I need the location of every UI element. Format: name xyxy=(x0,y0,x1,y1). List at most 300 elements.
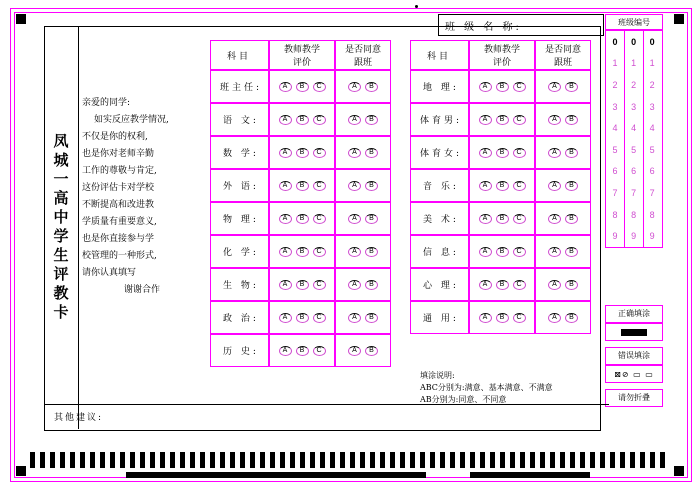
table-row xyxy=(210,103,391,136)
timing-tick xyxy=(550,452,555,468)
timing-tick xyxy=(100,452,105,468)
other-suggestions-label: 其他建议: xyxy=(54,413,104,423)
table-row xyxy=(210,202,391,235)
bubble-right-2-follow-A[interactable]: A xyxy=(548,148,561,158)
class-number-bubble-1-5[interactable]: 5 xyxy=(631,144,637,155)
class-number-label: 班级编号 xyxy=(605,14,663,30)
class-number-bubble-1-9[interactable]: 9 xyxy=(631,231,637,242)
subject-label-left-1: 语 文: xyxy=(210,103,269,136)
bubble-left-4-eval-B[interactable]: B xyxy=(296,214,309,224)
bubble-left-1-follow-A[interactable]: A xyxy=(348,115,361,125)
bubble-left-3-eval-A[interactable]: A xyxy=(279,181,292,191)
bubble-left-7-eval-B[interactable]: B xyxy=(296,313,309,323)
other-suggestions-row[interactable] xyxy=(44,404,609,435)
timing-tick xyxy=(430,452,435,468)
bubble-left-6-follow-B[interactable]: B xyxy=(365,280,378,290)
bubble-left-0-follow-A[interactable]: A xyxy=(348,82,361,92)
bubble-left-8-eval-C[interactable]: C xyxy=(313,346,326,356)
table-row-empty xyxy=(410,334,591,367)
class-number-bubble-2-2[interactable]: 2 xyxy=(649,79,655,90)
registration-mark-tr xyxy=(674,14,684,24)
filled-bubble-icon xyxy=(621,329,647,336)
wrong-marks-icon: ⊠⊘ ▭ ▭ xyxy=(614,369,654,379)
bubble-left-3-eval-C[interactable]: C xyxy=(313,181,326,191)
header-agree-follow: 是否同意 跟班 xyxy=(535,40,591,70)
table-row xyxy=(410,301,591,334)
no-fold-label: 请勿折叠 xyxy=(605,389,663,407)
table-row xyxy=(410,169,591,202)
subject-label-left-8: 历 史: xyxy=(210,334,269,367)
timing-tick xyxy=(520,452,525,468)
table-row xyxy=(410,268,591,301)
bubble-right-4-follow-A[interactable]: A xyxy=(548,214,561,224)
bubble-left-2-follow-B[interactable]: B xyxy=(365,148,378,158)
bubble-right-1-eval-A[interactable]: A xyxy=(479,115,492,125)
bubble-right-6-eval-A[interactable]: A xyxy=(479,280,492,290)
bubble-left-6-follow-A[interactable]: A xyxy=(348,280,361,290)
bubble-left-4-follow-B[interactable]: B xyxy=(365,214,378,224)
timing-tick xyxy=(260,452,265,468)
bubble-right-5-eval-C[interactable]: C xyxy=(513,247,526,257)
letter-signature: 谢谢合作 xyxy=(124,285,161,295)
eval-bubbles-right-7[interactable] xyxy=(469,301,535,334)
timing-tick xyxy=(460,452,465,468)
bubble-right-6-eval-B[interactable]: B xyxy=(496,280,509,290)
timing-tick xyxy=(500,452,505,468)
timing-tick xyxy=(350,452,355,468)
evaluation-table-right xyxy=(410,40,591,367)
bubble-right-1-eval-C[interactable]: C xyxy=(513,115,526,125)
eval-bubbles-right-4[interactable] xyxy=(469,202,535,235)
eval-bubbles-left-4[interactable] xyxy=(269,202,335,235)
class-number-bubble-2-8[interactable]: 8 xyxy=(649,209,655,220)
timing-tick xyxy=(160,452,165,468)
class-number-bubble-grid[interactable] xyxy=(605,30,663,248)
timing-tick xyxy=(380,452,385,468)
timing-bar-left xyxy=(126,472,426,478)
follow-bubbles-right-2[interactable] xyxy=(535,136,591,169)
page-title: 凤城一高中学生评教卡 xyxy=(51,132,70,323)
timing-tick xyxy=(330,452,335,468)
bubble-left-7-follow-A[interactable]: A xyxy=(348,313,361,323)
bubble-left-2-eval-A[interactable]: A xyxy=(279,148,292,158)
bubble-right-7-eval-A[interactable]: A xyxy=(479,313,492,323)
timing-tick xyxy=(410,452,415,468)
follow-bubbles-right-0[interactable] xyxy=(535,70,591,103)
timing-tick xyxy=(540,452,545,468)
class-number-bubble-1-2[interactable]: 2 xyxy=(631,79,637,90)
table-header-row xyxy=(410,40,591,70)
subject-label-left-4: 物 理: xyxy=(210,202,269,235)
follow-bubbles-right-4[interactable] xyxy=(535,202,591,235)
bubble-right-6-eval-C[interactable]: C xyxy=(513,280,526,290)
timing-tick xyxy=(580,452,585,468)
timing-tick xyxy=(300,452,305,468)
vertical-title-strip xyxy=(44,26,79,429)
bubble-right-5-eval-B[interactable]: B xyxy=(496,247,509,257)
timing-tick xyxy=(660,452,665,468)
timing-tick xyxy=(290,452,295,468)
follow-bubbles-left-2[interactable] xyxy=(335,136,391,169)
bubble-right-1-follow-A[interactable]: A xyxy=(548,115,561,125)
timing-tick xyxy=(650,452,655,468)
class-number-bubble-0-5[interactable]: 5 xyxy=(612,144,618,155)
header-subject: 科目 xyxy=(210,40,269,70)
bubble-left-2-follow-A[interactable]: A xyxy=(348,148,361,158)
bubble-left-5-eval-B[interactable]: B xyxy=(296,247,309,257)
timing-tick xyxy=(480,452,485,468)
bubble-right-2-eval-C[interactable]: C xyxy=(513,148,526,158)
timing-tick xyxy=(240,452,245,468)
timing-tick xyxy=(70,452,75,468)
eval-bubbles-right-3[interactable] xyxy=(469,169,535,202)
timing-tick xyxy=(510,452,515,468)
bubble-left-7-follow-B[interactable]: B xyxy=(365,313,378,323)
table-row xyxy=(210,235,391,268)
bubble-right-7-follow-B[interactable]: B xyxy=(565,313,578,323)
bubble-right-6-follow-B[interactable]: B xyxy=(565,280,578,290)
class-number-bubble-2-5[interactable]: 5 xyxy=(649,144,655,155)
timing-tick xyxy=(170,452,175,468)
timing-tick xyxy=(200,452,205,468)
timing-tick xyxy=(570,452,575,468)
timing-tick xyxy=(230,452,235,468)
timing-tick xyxy=(560,452,565,468)
subject-label-left-2: 数 学: xyxy=(210,136,269,169)
class-number-bubble-2-1[interactable]: 1 xyxy=(649,58,655,69)
eval-bubbles-right-0[interactable] xyxy=(469,70,535,103)
timing-track xyxy=(30,452,670,468)
follow-bubbles-left-5[interactable] xyxy=(335,235,391,268)
class-number-column-2[interactable] xyxy=(643,31,661,247)
bubble-left-0-eval-A[interactable]: A xyxy=(279,82,292,92)
timing-tick xyxy=(360,452,365,468)
eval-bubbles-right-1[interactable] xyxy=(469,103,535,136)
timing-tick xyxy=(400,452,405,468)
bubble-right-0-follow-A[interactable]: A xyxy=(548,82,561,92)
table-row xyxy=(210,169,391,202)
subject-label-right-2: 体育女: xyxy=(410,136,469,169)
timing-tick xyxy=(640,452,645,468)
subject-label-left-3: 外 语: xyxy=(210,169,269,202)
bubble-right-1-eval-B[interactable]: B xyxy=(496,115,509,125)
eval-bubbles-right-5[interactable] xyxy=(469,235,535,268)
class-number-bubble-1-4[interactable]: 4 xyxy=(631,123,637,134)
bubble-left-0-follow-B[interactable]: B xyxy=(365,82,378,92)
timing-tick xyxy=(280,452,285,468)
bubble-left-6-eval-A[interactable]: A xyxy=(279,280,292,290)
bubble-right-3-eval-C[interactable]: C xyxy=(513,181,526,191)
top-center-dot xyxy=(415,5,418,8)
follow-bubbles-left-7[interactable] xyxy=(335,301,391,334)
bubble-right-3-follow-A[interactable]: A xyxy=(548,181,561,191)
bubble-left-8-follow-A[interactable]: A xyxy=(348,346,361,356)
bubble-right-3-eval-B[interactable]: B xyxy=(496,181,509,191)
bubble-left-0-eval-C[interactable]: C xyxy=(313,82,326,92)
subject-label-right-3: 音 乐: xyxy=(410,169,469,202)
class-name-label: 班 级 名 称: xyxy=(445,21,522,33)
bubble-left-8-eval-B[interactable]: B xyxy=(296,346,309,356)
eval-bubbles-right-6[interactable] xyxy=(469,268,535,301)
bubble-left-1-follow-B[interactable]: B xyxy=(365,115,378,125)
timing-tick xyxy=(210,452,215,468)
table-row xyxy=(210,70,391,103)
bubble-right-7-eval-C[interactable]: C xyxy=(513,313,526,323)
class-number-bubble-0-1[interactable]: 1 xyxy=(612,58,618,69)
subject-label-right-0: 地 理: xyxy=(410,70,469,103)
follow-bubbles-left-0[interactable] xyxy=(335,70,391,103)
class-number-bubble-2-4[interactable]: 4 xyxy=(649,123,655,134)
timing-tick xyxy=(50,452,55,468)
timing-tick xyxy=(140,452,145,468)
bubble-left-8-eval-A[interactable]: A xyxy=(279,346,292,356)
class-number-bubble-0-6[interactable]: 6 xyxy=(612,166,618,177)
timing-tick xyxy=(340,452,345,468)
timing-tick xyxy=(310,452,315,468)
class-number-column-1[interactable] xyxy=(625,31,643,247)
letter-line-2: 也是你对老师辛勤 xyxy=(82,149,155,159)
eval-bubbles-left-7[interactable] xyxy=(269,301,335,334)
class-number-bubble-1-7[interactable]: 7 xyxy=(631,187,637,198)
class-number-bubble-2-3[interactable]: 3 xyxy=(649,101,655,112)
timing-tick xyxy=(190,452,195,468)
timing-tick xyxy=(470,452,475,468)
bubble-left-4-eval-A[interactable]: A xyxy=(279,214,292,224)
timing-tick xyxy=(60,452,65,468)
timing-tick xyxy=(610,452,615,468)
table-row xyxy=(410,70,591,103)
timing-tick xyxy=(80,452,85,468)
letter-line-6: 学质量有重要意义, xyxy=(82,217,157,227)
bubble-left-4-follow-A[interactable]: A xyxy=(348,214,361,224)
table-row xyxy=(410,136,591,169)
legend-line-1: ABC分别为:满意、基本满意、不满意 xyxy=(420,383,553,392)
correct-fill-sample xyxy=(605,323,663,341)
bubble-left-2-eval-C[interactable]: C xyxy=(313,148,326,158)
class-number-bubble-2-6[interactable]: 6 xyxy=(649,166,655,177)
letter-line-5: 不断提高和改进教 xyxy=(82,200,155,210)
letter-line-8: 校管理的一种形式, xyxy=(82,251,157,261)
bubble-right-2-follow-B[interactable]: B xyxy=(565,148,578,158)
letter-block xyxy=(82,95,202,299)
subject-label-right-5: 信 息: xyxy=(410,235,469,268)
class-number-bubble-0-3[interactable]: 3 xyxy=(612,101,618,112)
bubble-left-4-eval-C[interactable]: C xyxy=(313,214,326,224)
header-teaching-eval: 教师教学 评价 xyxy=(269,40,335,70)
evaluation-table-left xyxy=(210,40,391,367)
bubble-right-0-follow-B[interactable]: B xyxy=(565,82,578,92)
timing-tick xyxy=(390,452,395,468)
bubble-left-5-follow-B[interactable]: B xyxy=(365,247,378,257)
table-row xyxy=(410,235,591,268)
bubble-left-2-eval-B[interactable]: B xyxy=(296,148,309,158)
legend-line-2: AB分别为:同意、不同意 xyxy=(420,395,507,404)
follow-bubbles-left-1[interactable] xyxy=(335,103,391,136)
timing-tick xyxy=(420,452,425,468)
timing-tick xyxy=(250,452,255,468)
letter-line-7: 也是你直接参与学 xyxy=(82,234,155,244)
timing-tick xyxy=(590,452,595,468)
timing-tick xyxy=(130,452,135,468)
bubble-left-1-eval-B[interactable]: B xyxy=(296,115,309,125)
bubble-right-0-eval-A[interactable]: A xyxy=(479,82,492,92)
eval-bubbles-left-5[interactable] xyxy=(269,235,335,268)
table-row xyxy=(210,136,391,169)
table-row xyxy=(410,202,591,235)
bubble-right-4-eval-B[interactable]: B xyxy=(496,214,509,224)
bubble-left-5-eval-A[interactable]: A xyxy=(279,247,292,257)
timing-tick xyxy=(270,452,275,468)
bubble-left-1-eval-A[interactable]: A xyxy=(279,115,292,125)
bubble-right-5-follow-B[interactable]: B xyxy=(565,247,578,257)
timing-tick xyxy=(370,452,375,468)
timing-tick xyxy=(630,452,635,468)
registration-mark-bl xyxy=(16,466,26,476)
bubble-right-3-follow-B[interactable]: B xyxy=(565,181,578,191)
bubble-left-6-eval-B[interactable]: B xyxy=(296,280,309,290)
bubble-right-2-eval-B[interactable]: B xyxy=(496,148,509,158)
follow-bubbles-right-6[interactable] xyxy=(535,268,591,301)
timing-tick xyxy=(490,452,495,468)
bubble-right-0-eval-B[interactable]: B xyxy=(496,82,509,92)
timing-tick xyxy=(440,452,445,468)
wrong-fill-label: 错误填涂 xyxy=(605,347,663,365)
bubble-right-5-follow-A[interactable]: A xyxy=(548,247,561,257)
header-agree-follow: 是否同意 跟班 xyxy=(335,40,391,70)
follow-bubbles-right-3[interactable] xyxy=(535,169,591,202)
class-number-bubble-2-7[interactable]: 7 xyxy=(649,187,655,198)
letter-salutation: 亲爱的同学: xyxy=(82,98,131,108)
subject-label-left-6: 生 物: xyxy=(210,268,269,301)
bubble-left-8-follow-B[interactable]: B xyxy=(365,346,378,356)
class-number-column-0[interactable] xyxy=(606,31,624,247)
bubble-right-2-eval-A[interactable]: A xyxy=(479,148,492,158)
timing-tick xyxy=(90,452,95,468)
timing-tick xyxy=(600,452,605,468)
timing-tick xyxy=(620,452,625,468)
bubble-right-6-follow-A[interactable]: A xyxy=(548,280,561,290)
class-number-bubble-0-9[interactable]: 9 xyxy=(612,231,618,242)
timing-tick xyxy=(450,452,455,468)
bubble-right-4-follow-B[interactable]: B xyxy=(565,214,578,224)
subject-label-right-7: 通 用: xyxy=(410,301,469,334)
bubble-left-3-eval-B[interactable]: B xyxy=(296,181,309,191)
timing-tick xyxy=(110,452,115,468)
bubble-left-6-eval-C[interactable]: C xyxy=(313,280,326,290)
follow-bubbles-left-6[interactable] xyxy=(335,268,391,301)
wrong-fill-sample xyxy=(605,365,663,383)
subject-label-left-5: 化 学: xyxy=(210,235,269,268)
header-subject: 科目 xyxy=(410,40,469,70)
timing-tick xyxy=(150,452,155,468)
table-row xyxy=(210,334,391,367)
table-row xyxy=(210,268,391,301)
bubble-right-5-eval-A[interactable]: A xyxy=(479,247,492,257)
timing-tick xyxy=(220,452,225,468)
follow-bubbles-left-4[interactable] xyxy=(335,202,391,235)
class-number-bubble-2-0[interactable]: 0 xyxy=(649,36,655,47)
class-number-bubble-0-4[interactable]: 4 xyxy=(612,123,618,134)
header-teaching-eval: 教师教学 评价 xyxy=(469,40,535,70)
table-header-row xyxy=(210,40,391,70)
timing-tick xyxy=(530,452,535,468)
bubble-left-3-follow-B[interactable]: B xyxy=(365,181,378,191)
timing-tick xyxy=(320,452,325,468)
eval-bubbles-left-3[interactable] xyxy=(269,169,335,202)
bubble-left-7-eval-A[interactable]: A xyxy=(279,313,292,323)
eval-bubbles-left-1[interactable] xyxy=(269,103,335,136)
follow-bubbles-right-1[interactable] xyxy=(535,103,591,136)
bubble-right-3-eval-A[interactable]: A xyxy=(479,181,492,191)
class-number-bubble-1-8[interactable]: 8 xyxy=(631,209,637,220)
eval-bubbles-right-2[interactable] xyxy=(469,136,535,169)
class-number-bubble-0-8[interactable]: 8 xyxy=(612,209,618,220)
timing-tick xyxy=(180,452,185,468)
subject-label-right-6: 心 理: xyxy=(410,268,469,301)
class-number-bubble-1-6[interactable]: 6 xyxy=(631,166,637,177)
bubble-right-0-eval-C[interactable]: C xyxy=(513,82,526,92)
bubble-left-5-follow-A[interactable]: A xyxy=(348,247,361,257)
letter-line-1: 不仅是你的权利, xyxy=(82,132,148,142)
timing-tick xyxy=(40,452,45,468)
bubble-left-7-eval-C[interactable]: C xyxy=(313,313,326,323)
class-number-bubble-0-7[interactable]: 7 xyxy=(612,187,618,198)
eval-bubbles-left-0[interactable] xyxy=(269,70,335,103)
follow-bubbles-left-8[interactable] xyxy=(335,334,391,367)
letter-line-9: 请你认真填写 xyxy=(82,268,137,278)
bubble-right-1-follow-B[interactable]: B xyxy=(565,115,578,125)
eval-bubbles-left-2[interactable] xyxy=(269,136,335,169)
subject-label-right-1: 体育男: xyxy=(410,103,469,136)
bubble-right-7-follow-A[interactable]: A xyxy=(548,313,561,323)
correct-fill-label: 正确填涂 xyxy=(605,305,663,323)
bubble-left-5-eval-C[interactable]: C xyxy=(313,247,326,257)
subject-label-left-7: 政 治: xyxy=(210,301,269,334)
class-number-bubble-1-0[interactable]: 0 xyxy=(631,36,637,47)
bubble-right-7-eval-B[interactable]: B xyxy=(496,313,509,323)
class-name-field[interactable] xyxy=(438,14,604,36)
bubble-left-3-follow-A[interactable]: A xyxy=(348,181,361,191)
fill-legend xyxy=(420,370,553,406)
table-row xyxy=(210,301,391,334)
registration-mark-tl xyxy=(16,14,26,24)
eval-bubbles-left-8[interactable] xyxy=(269,334,335,367)
timing-tick xyxy=(120,452,125,468)
letter-line-4: 这份评估卡对学校 xyxy=(82,183,155,193)
timing-tick xyxy=(30,452,35,468)
legend-title: 填涂说明: xyxy=(420,371,455,380)
subject-label-left-0: 班主任: xyxy=(210,70,269,103)
bubble-left-1-eval-C[interactable]: C xyxy=(313,115,326,125)
table-row xyxy=(410,103,591,136)
letter-line-3: 工作的尊敬与肯定, xyxy=(82,166,157,176)
follow-bubbles-left-3[interactable] xyxy=(335,169,391,202)
letter-line-0: 如实反应教学情况, xyxy=(94,115,169,125)
eval-bubbles-left-6[interactable] xyxy=(269,268,335,301)
class-number-bubble-0-0[interactable]: 0 xyxy=(612,36,618,47)
class-number-bubble-0-2[interactable]: 2 xyxy=(612,79,618,90)
subject-label-right-4: 美 术: xyxy=(410,202,469,235)
class-number-bubble-2-9[interactable]: 9 xyxy=(649,231,655,242)
class-number-bubble-1-1[interactable]: 1 xyxy=(631,58,637,69)
bubble-right-4-eval-C[interactable]: C xyxy=(513,214,526,224)
bubble-left-0-eval-B[interactable]: B xyxy=(296,82,309,92)
follow-bubbles-right-7[interactable] xyxy=(535,301,591,334)
timing-bar-right xyxy=(470,472,590,478)
bubble-right-4-eval-A[interactable]: A xyxy=(479,214,492,224)
follow-bubbles-right-5[interactable] xyxy=(535,235,591,268)
class-number-bubble-1-3[interactable]: 3 xyxy=(631,101,637,112)
